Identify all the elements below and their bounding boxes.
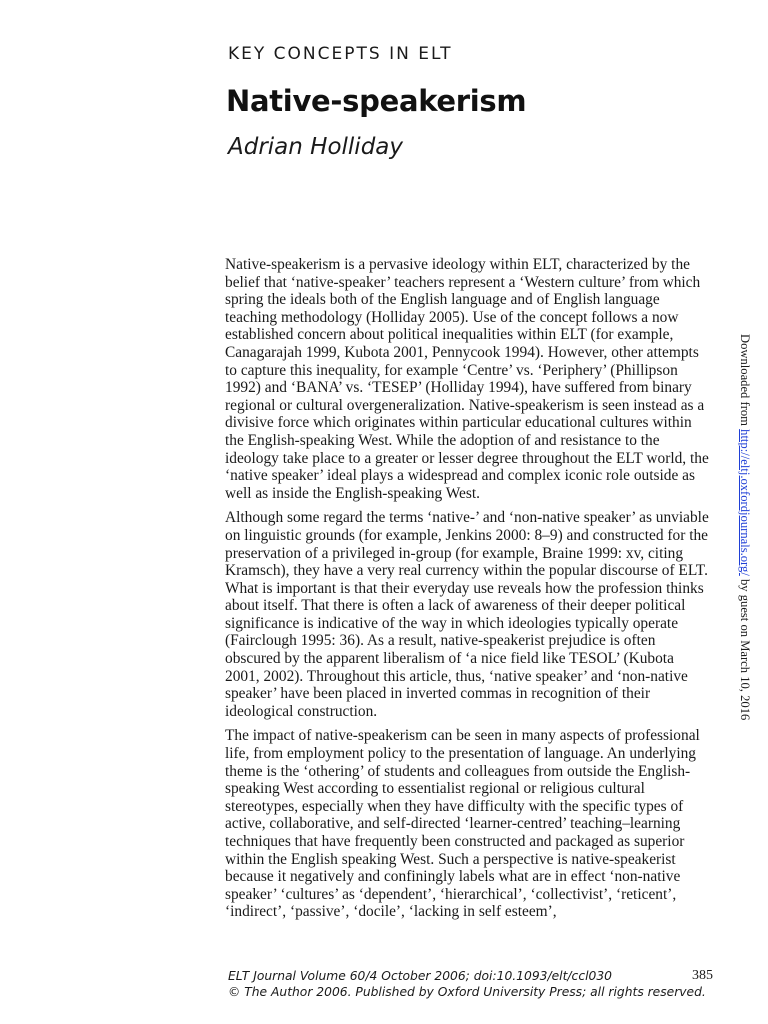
download-suffix: by guest on March 10, 2016 — [738, 575, 752, 721]
body-paragraph-3: The impact of native-speakerism can be seen in many aspects of professional life, from employment policy to the presentation of language. An underlying theme is the ‘othering’ of students and colleagues from outside the English-speaking West according to essentialist regional or religious cultural stereotypes, especially when they have difficulty with the specific types of active, collaborative, and self-directed ‘learner-centred’ teaching–learning techniques that have frequently been constructed and packaged as superior within the English speaking West. Such a perspective is native-speakerist because it negatively and confiningly labels what are in effect ‘non-native speaker’ ‘cultures’ as ‘dependent’, ‘hierarchical’, ‘collectivist’, ‘reticent’, ‘indirect’, ‘passive’, ‘docile’, ‘lacking in self esteem’, — [225, 727, 700, 921]
body-paragraph-2: Although some regard the terms ‘native-’ and ‘non-native speaker’ as unviable on linguistic grounds (for example, Jenkins 2000: 8–9) and constructed for the preservation of a privileged in-group (for example, Braine 1999: xv, citing Kramsch), they have a very real currency within the popular discourse of ELT. What is important is that their everyday use reveals how the profession thinks about itself. That there is often a lack of awareness of their deeper political significance is indicative of the way in which ideologies typically operate (Fairclough 1995: 36). As a result, native-speakerist prejudice is often obscured by the apparent liberalism of ‘a nice field like TESOL’ (Kubota 2001, 2002). Throughout this article, thus, ‘native speaker’ and ‘non-native speaker’ have been placed in inverted commas in recognition of their ideological construction. — [225, 509, 709, 720]
author-name: Adrian Holliday — [228, 134, 404, 160]
page-footer — [228, 968, 713, 1000]
download-prefix: Downloaded from — [738, 334, 752, 430]
article-body — [225, 256, 712, 928]
journal-link[interactable]: http://eltj.oxfordjournals.org/ — [738, 429, 752, 576]
download-notice — [737, 334, 757, 721]
page-number: 385 — [692, 968, 713, 983]
journal-citation: ELT Journal Volume 60/4 October 2006; doi:10.1093/elt/ccl030 — [228, 969, 612, 983]
series-heading: KEY CONCEPTS IN ELT — [228, 44, 453, 64]
body-paragraph-1: Native-speakerism is a pervasive ideology within ELT, characterized by the belief that ‘native-speaker’ teachers represent a ‘Western culture’ from which spring the ideals both of the English language and of English language teaching methodology (Holliday 2005). Use of the concept follows a now established concern about political inequalities within ELT (for example, Canagarajah 1999, Kubota 2001, Pennycook 1994). However, other attempts to capture this inequality, for example ‘Centre’ vs. ‘Periphery’ (Phillipson 1992) and ‘BANA’ vs. ‘TESEP’ (Holliday 1994), have suffered from binary regional or cultural overgeneralization. Native-speakerism is seen instead as a divisive force which originates within particular educational cultures within the English-speaking West. While the adoption of and resistance to the ideology take place to a greater or lesser degree throughout the ELT world, the ‘native speaker’ ideal plays a widespread and complex iconic role outside as well as inside the English-speaking West. — [225, 256, 709, 502]
article-title: Native-speakerism — [226, 84, 527, 118]
copyright-notice: © The Author 2006. Published by Oxford University Press; all rights reserved. — [228, 985, 706, 999]
